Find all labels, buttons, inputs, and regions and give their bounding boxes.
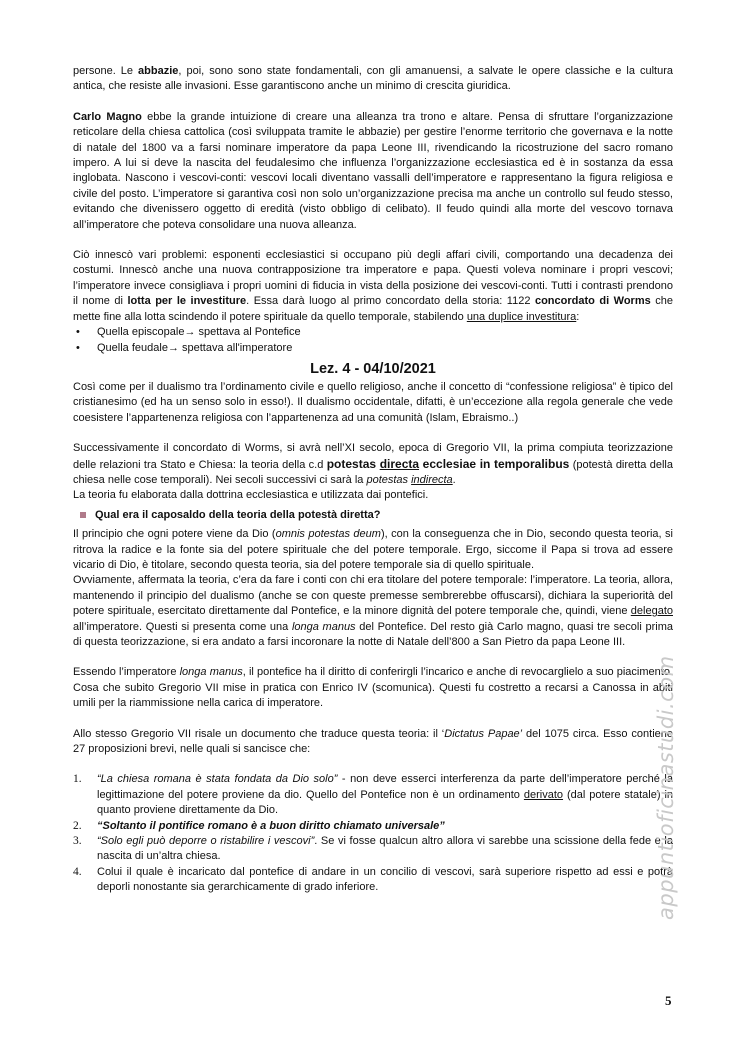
list-item: • Quella feudale→ spettava all'imperatore xyxy=(97,341,673,356)
propositions-list xyxy=(73,772,673,895)
paragraph-dictatus: Allo stesso Gregorio VII risale un documento che traduce questa teoria: il ‘Dictatus Papae’ del 1075 circa. Esso contiene 27 proposizioni brevi, nelle quali si sancisce che: xyxy=(73,727,673,756)
watermark: appuntioficinastudi.com xyxy=(654,655,678,920)
lesson-heading: Lez. 4 - 04/10/2021 xyxy=(310,360,436,377)
list-item: 1. “La chiesa romana è stata fondata da Dio solo” - non deve esserci interferenza da parte dell’imperatore perché la legittimazione del potere proviene da dio. Quello del Pontefice non è un ordinamento derivato (dal potere statale) in quanto proviene direttamente da Dio. xyxy=(73,773,674,817)
paragraph-ovviamente: Ovviamente, affermata la teoria, c’era da fare i conti con chi era titolare del potere temporale: l’imperatore. La teoria, allora, mantenendo il principio del dualismo (anche se con queste premesse sembrerebbe offuscarsi), dichiara la superiorità del potere spirituale, esercitato direttamente dal Pontefice, e la minore dignità del potere temporale che, quindi, viene delegato all’imperatore. Questi si presenta come una longa manus del Pontefice. Del resto già Carlo magno, quasi tre secoli prima di questa teorizzazione, si era andato a farsi incoronare la notte di Natale dell’800 a San Pietro da papa Leone III. xyxy=(73,574,673,648)
square-bullet-icon xyxy=(80,512,86,518)
list-item: 3. “Solo egli può deporre o ristabilire i vescovi”. Se vi fosse qualcun altro allora vi sarebbe una scissione della fede e la nascita di un’altra chiesa. xyxy=(73,835,673,863)
page-number: 5 xyxy=(665,993,672,1008)
document-body xyxy=(73,64,673,896)
paragraph-longa-manus: Essendo l’imperatore longa manus, il pontefice ha il diritto di conferirgli l’incarico e anche di revocarglielo a suo piacimento. Cosa che subito Gregorio VII mise in pratica con Enrico IV (scomunica). Questi fu costretto a recarsi a Canossa in abiti umili per la riammissione nella carica di imperatore. xyxy=(73,666,673,710)
paragraph-carlo-magno: Carlo Magno ebbe la grande intuizione di creare una alleanza tra trono e altare. Pensa di sfruttare l’organizzazione reticolare della chiesa cattolica (così sviluppata tramite le abbazie) per gestire l’enorme territorio che governava e la notte di natale del 1800 va a farsi nominare imperatore da papa Leone III, rivendicando la ricostruzione del sacro romano impero. A lui si deve la nascita del feudalesimo che influenza l’organizzazione ecclesiastica ed è in sostanza da essa inglobata. Nascono i vescovi-conti: vescovi locali diventano vassalli dell’imperatore e rappresentano la figura religiosa e civile del posto. L’imperatore si garantiva così non solo un’organizzazione precisa ma anche un controllo sul feudo stesso, evitando che divenissero oggetto di eredità (visto obbligo di celibato). Il feudo quindi alla morte del vescovo tornava all’imperatore che poteva consolidare una nuova alleanza. xyxy=(73,110,673,231)
paragraph-potestas: Successivamente il concordato di Worms, si avrà nell’XI secolo, epoca di Gregorio VII, la prima compiuta teorizzazione delle relazioni tra Stato e Chiesa: la teoria della c.d potestas directa ecclesiae in temporalibus (potestà diretta della chiesa nelle cose temporali). Nei secoli successivi ci sarà la potestas indirecta. xyxy=(73,442,673,486)
list-item: 2. “Soltanto il pontifice romano è a buon diritto chiamato universale” xyxy=(73,819,445,832)
list-item: • Quella episcopale→ spettava al Pontefice xyxy=(97,325,673,340)
investiture-list xyxy=(73,325,673,356)
question-heading: Qual era il caposaldo della teoria della potestà diretta? xyxy=(73,508,673,523)
paragraph-dottrina: La teoria fu elaborata dalla dottrina ecclesiastica e utilizzata dai pontefici. xyxy=(73,489,429,502)
paragraph-abbazie: persone. Le abbazie, poi, sono sono state fondamentali, con gli amanuensi, a salvate le opere classiche e la cultura antica, che resiste alle invasioni. Esse garantiscono anche un minimo di crescita giuridica. xyxy=(73,65,674,93)
paragraph-principio: Il principio che ogni potere viene da Dio (omnis potestas deum), con la conseguenza che in Dio, secondo questa teoria, si ritrova la radice e la fonte sia del potere spirituale che del potere temporale. Ergo, siccome il Papa si trova ad essere vicario di Dio, è titolare, secondo questa teoria, sia del potere temporale sia di quello spirituale. xyxy=(73,528,674,571)
paragraph-investiture: Ciò innescò vari problemi: esponenti ecclesiastici si occupano più degli affari civili, comportando una decadenza dei costumi. Innescò anche una nuova contrapposizione tra imperatore e papa. Questi voleva nominare i propri vescovi; l’imperatore invece consigliava i propri uomini di fiducia in vista della posizione dei vescovi-conti. Tutti i contrasti prendono il nome di lotta per le investiture. Essa darà luogo al primo concordato della storia: 1122 concordato di Worms che mette fine alla lotta scindendo il potere spirituale da quello temporale, stabilendo una duplice investitura: xyxy=(73,249,673,323)
list-item: 4. Colui il quale è incaricato dal pontefice di andare in un concilio di vescovi, sarà superiore rispetto ad essi e potrà deporli nonostante sia gerarchicamente di grado inferiore. xyxy=(73,865,673,894)
paragraph-confessione: Così come per il dualismo tra l’ordinamento civile e quello religioso, anche il concetto di “confessione religiosa” è tipico del cristianesimo (ed ha un senso solo in esso!). Il dualismo occidentale, difatti, è un’eccezione alla regola generale che vede coesistere l’appartenenza religiosa con l’appartenenza ad una comunità (Islam, Ebraismo..) xyxy=(73,380,673,424)
